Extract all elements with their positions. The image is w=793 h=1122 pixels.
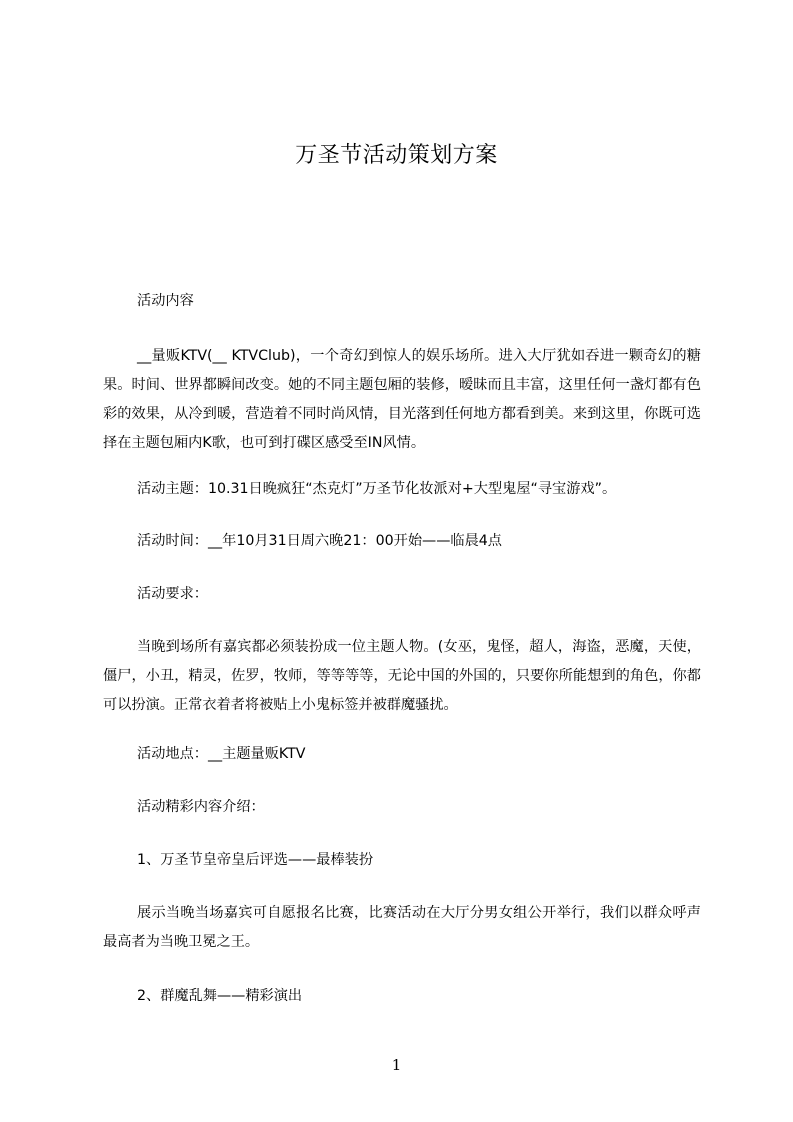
document-title: 万圣节活动策划方案 (295, 143, 498, 168)
paragraph-item-1-detail: 展示当晚当场嘉宾可自愿报名比赛，比赛活动在大厅分男女组公开举行，我们以群众呼声最高者为当晚卫冕之王。 (103, 905, 701, 950)
paragraph-activity-time: 活动时间：__年10月31日周六晚21：00开始——临晨4点 (137, 533, 502, 549)
paragraph-activity-location: 活动地点：__主题量贩KTV (137, 746, 306, 762)
paragraph-activity-theme: 活动主题：10.31日晚疯狂“杰克灯”万圣节化妆派对+大型鬼屋“寻宝游戏”。 (137, 481, 617, 497)
paragraph-ktv-intro: __量贩KTV(__ KTVClub)，一个奇幻到惊人的娱乐场所。进入大厅犹如吞进一颗奇幻的糖果。时间、世界都瞬间改变。她的不同主题包厢的装修，暧昧而且丰富，这里任何一盏灯都有色彩的效果，从冷到暖，营造着不同时尚风情，目光落到任何地方都看到美。来到这里，你既可选择在主题包厢内K歌，也可到打碟区感受至IN风情。 (103, 348, 701, 451)
paragraph-activity-content-heading: 活动内容 (137, 293, 194, 309)
paragraph-item-1: 1、万圣节皇帝皇后评选——最棒装扮 (137, 852, 374, 868)
paragraph-costume-requirement: 当晚到场所有嘉宾都必须装扮成一位主题人物。(女巫，鬼怪，超人，海盗，恶魔，天使，僵尸，小丑，精灵，佐罗，牧师，等等等等，无论中国的外国的，只要你所能想到的角色，你都可以扮演。正常衣着者将被贴上小鬼标签并被群魔骚扰。 (103, 639, 701, 713)
page-number: 1 (391, 1056, 402, 1074)
paragraph-activity-requirements-heading: 活动要求： (137, 586, 208, 602)
paragraph-highlights-heading: 活动精彩内容介绍： (137, 799, 265, 815)
paragraph-item-2: 2、群魔乱舞——精彩演出 (137, 988, 303, 1004)
